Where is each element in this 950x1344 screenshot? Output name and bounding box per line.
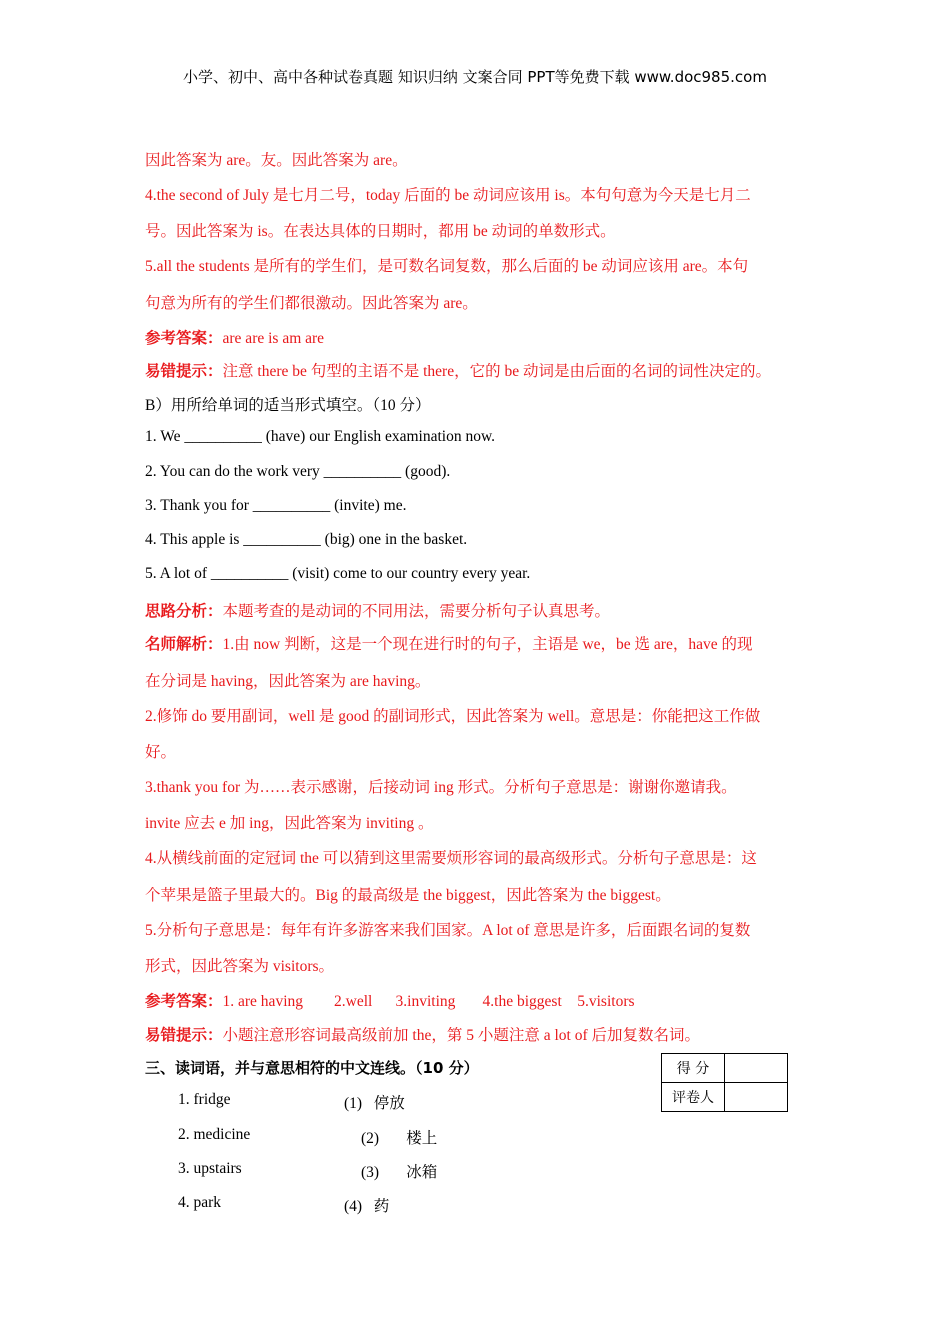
section-b-title: B）用所给单词的适当形式填空。（10 分） <box>145 397 431 414</box>
question: 3. Thank you for __________ (invite) me. <box>145 497 407 514</box>
tip-label: 易错提示： <box>145 1027 223 1044</box>
section-3-title: 三、读词语，并与意思相符的中文连线。（10 分） <box>145 1059 479 1077</box>
explain-line: 4.从横线前面的定冠词 the 可以猜到这里需要烦形容词的最高级形式。分析句子意思是：这 <box>145 850 757 867</box>
page-header: 小学、初中、高中各种试卷真题 知识归纳 文案合同 PPT等免费下载 www.doc985.com <box>183 68 767 86</box>
match-english: 2. medicine <box>178 1126 251 1143</box>
explain-line: 3.thank you for 为……表示感谢，后接动词 ing 形式。分析句子意思是：谢谢你邀请我。 <box>145 779 737 796</box>
match-english: 4. park <box>178 1194 222 1211</box>
question: 1. We __________ (have) our English examination now. <box>145 428 496 445</box>
teacher-text: 1.由 now 判断，这是一个现在进行时的句子，主语是 we，be 选 are，have 的现 <box>222 636 753 653</box>
match-chinese: (3) 冰箱 <box>361 1164 438 1181</box>
explain-line: 在分词是 having，因此答案为 are having。 <box>145 673 431 690</box>
tip-line <box>145 1023 700 1045</box>
score-label: 得 分 <box>662 1054 725 1083</box>
tip-line <box>145 359 771 381</box>
explain-line: 号。因此答案为 is。在表达具体的日期时，都用 be 动词的单数形式。 <box>145 223 616 240</box>
analysis-text: 本题考查的是动词的不同用法，需要分析句子认真思考。 <box>222 603 611 620</box>
explain-line: 个苹果是篮子里最大的。Big 的最高级是 the biggest，因此答案为 the biggest。 <box>145 887 671 904</box>
explain-line: 好。 <box>145 744 177 761</box>
answer-label: 参考答案： <box>145 993 223 1010</box>
explain-line: 2.修饰 do 要用副词，well 是 good 的副词形式，因此答案为 well。意思是：你能把这工作做 <box>145 708 761 725</box>
analysis-line <box>145 599 610 621</box>
explain-line: 形式，因此答案为 visitors。 <box>145 958 335 975</box>
explain-line: 5.all the students 是所有的学生们，是可数名词复数，那么后面的 be 动词应该用 are。本句 <box>145 258 749 275</box>
tip-label: 易错提示： <box>145 363 223 380</box>
match-chinese: (2) 楼上 <box>361 1130 438 1147</box>
match-chinese: (4) 药 <box>344 1198 390 1215</box>
tip-text: 小题注意形容词最高级前加 the，第 5 小题注意 a lot of 后加复数名词。 <box>222 1027 700 1044</box>
explain-line: 句意为所有的学生们都很激动。因此答案为 are。 <box>145 295 478 312</box>
answer-line <box>145 989 635 1011</box>
question: 4. This apple is __________ (big) one in the basket. <box>145 531 468 548</box>
explain-line: invite 应去 e 加 ing，因此答案为 inviting 。 <box>145 815 434 832</box>
question: 2. You can do the work very __________ (good). <box>145 463 451 480</box>
tip-text: 注意 there be 句型的主语不是 there，它的 be 动词是由后面的名词的词性决定的。 <box>222 363 771 380</box>
explain-line: 4.the second of July 是七月二号，today 后面的 be 动词应该用 is。本句句意为今天是七月二 <box>145 187 751 204</box>
teacher-line <box>145 632 752 654</box>
grader-cell[interactable] <box>725 1083 788 1112</box>
explain-line: 5.分析句子意思是：每年有许多游客来我们国家。A lot of 意思是许多，后面跟名词的复数 <box>145 922 751 939</box>
answer-text: are are is am are <box>222 330 325 347</box>
grader-label: 评卷人 <box>662 1083 725 1112</box>
answer-text: 1. are having 2.well 3.inviting 4.the biggest 5.visitors <box>222 993 635 1010</box>
match-chinese: (1) 停放 <box>344 1095 405 1112</box>
match-english: 1. fridge <box>178 1091 231 1108</box>
match-english: 3. upstairs <box>178 1160 242 1177</box>
question: 5. A lot of __________ (visit) come to our country every year. <box>145 565 531 582</box>
answer-label: 参考答案： <box>145 330 223 347</box>
teacher-label: 名师解析： <box>145 636 223 653</box>
score-table <box>661 1053 788 1112</box>
score-cell[interactable] <box>725 1054 788 1083</box>
answer-line <box>145 326 324 348</box>
analysis-label: 思路分析： <box>145 603 223 620</box>
explain-line: 因此答案为 are。友。因此答案为 are。 <box>145 152 408 169</box>
